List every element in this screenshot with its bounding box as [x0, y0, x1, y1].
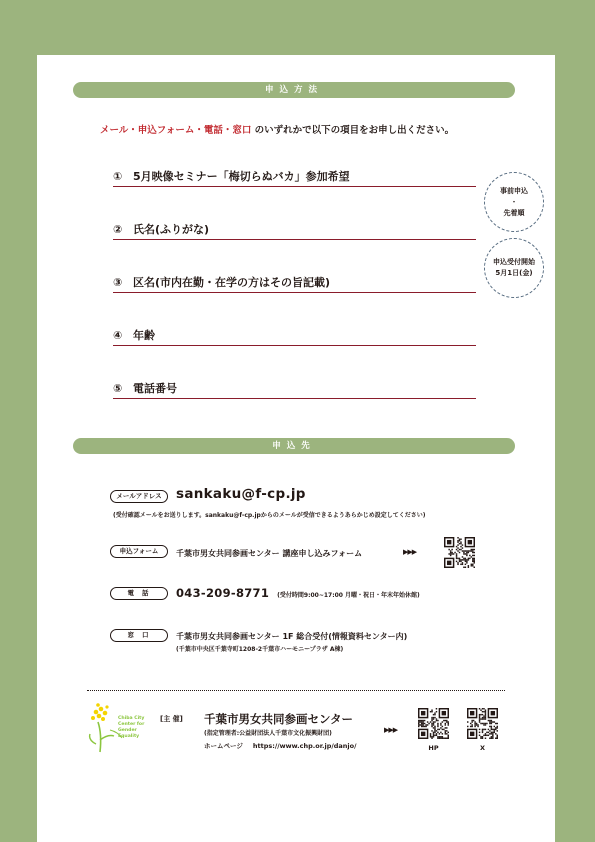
list-item [113, 277, 476, 293]
list-item [113, 224, 476, 240]
list-item [113, 171, 476, 187]
organizer-name: 千葉市男女共同参画センター [204, 712, 354, 726]
email-label: メールアドレス [110, 490, 168, 503]
organizer-homepage [204, 741, 356, 750]
logo-line: Center for [118, 722, 145, 727]
divider [87, 690, 505, 691]
logo-line: Gender [118, 728, 137, 733]
qr-code-hp[interactable] [418, 708, 449, 739]
qr-code-form[interactable] [444, 537, 475, 568]
phone-label: 電話 [110, 587, 168, 600]
section-bar-contact: 申込先 [73, 438, 515, 454]
logo-line: Chiba City [118, 716, 145, 721]
seal-line: 先着順 [503, 208, 525, 217]
email-address[interactable]: sankaku@f-cp.jp [176, 486, 306, 502]
list-item [113, 383, 476, 399]
organizer-tag: [主 催] [160, 715, 183, 723]
seal-registration-start [484, 238, 544, 298]
item-number: ② [113, 223, 123, 236]
intro-rest: のいずれかで以下の項目をお申し出ください。 [251, 125, 455, 136]
form-value[interactable]: 千葉市男女共同参画センター 講座申し込みフォーム [176, 549, 363, 558]
qr-caption-x: X [479, 744, 485, 752]
logo-text [118, 716, 144, 740]
item-number: ⑤ [113, 382, 123, 395]
phone-hours: (受付時間9:00~17:00 月曜・祝日・年末年始休館) [277, 592, 420, 599]
hp-url[interactable]: https://www.chp.or.jp/danjo/ [252, 742, 357, 750]
window-label: 窓口 [110, 629, 168, 642]
window-value: 千葉市男女共同参画センター 1F 総合受付(情報資料センター内) [176, 632, 408, 641]
intro-methods: メール・申込フォーム・電話・窓口 [100, 125, 252, 136]
item-number: ① [113, 170, 123, 183]
list-item [113, 330, 476, 346]
item-label: 氏名(ふりがな) [133, 223, 210, 236]
organizer-managed-by: (指定管理者:公益財団法人千葉市文化振興財団) [204, 730, 332, 737]
logo-line: Equality [118, 734, 140, 739]
form-label: 申込フォーム [110, 545, 168, 558]
item-label: 電話番号 [133, 382, 177, 395]
phone-row [176, 586, 420, 600]
seal-advance-booking [484, 172, 544, 232]
window-address: (千葉市中央区千葉寺町1208-2千葉市ハーモニープラザ A棟) [176, 646, 344, 653]
seal-dot: ・ [510, 197, 518, 206]
item-label: 区名(市内在勤・在学の方はその旨記載) [133, 276, 331, 289]
item-label: 5月映像セミナー「梅切らぬバカ」参加希望 [133, 170, 350, 183]
hp-label: ホームページ [204, 742, 243, 750]
arrows-icon: ▶▶▶ [403, 548, 417, 556]
intro-text [100, 122, 520, 136]
email-note: (受付確認メールをお送りします。sankaku@f-cp.jpからのメールが受信できるようあらかじめ設定してください) [113, 512, 426, 519]
item-number: ③ [113, 276, 123, 289]
arrows-icon: ▶▶▶ [384, 726, 398, 734]
item-label: 年齢 [133, 329, 155, 342]
seal-line: 5月1日(金) [495, 269, 533, 277]
seal-line: 事前申込 [500, 186, 528, 195]
phone-number[interactable]: 043-209-8771 [176, 586, 270, 600]
item-number: ④ [113, 329, 123, 342]
seal-line: 申込受付開始 [493, 258, 535, 266]
section-bar-apply-method: 申込方法 [73, 82, 515, 98]
qr-caption-hp: HP [428, 744, 439, 752]
qr-code-x[interactable] [467, 708, 498, 739]
